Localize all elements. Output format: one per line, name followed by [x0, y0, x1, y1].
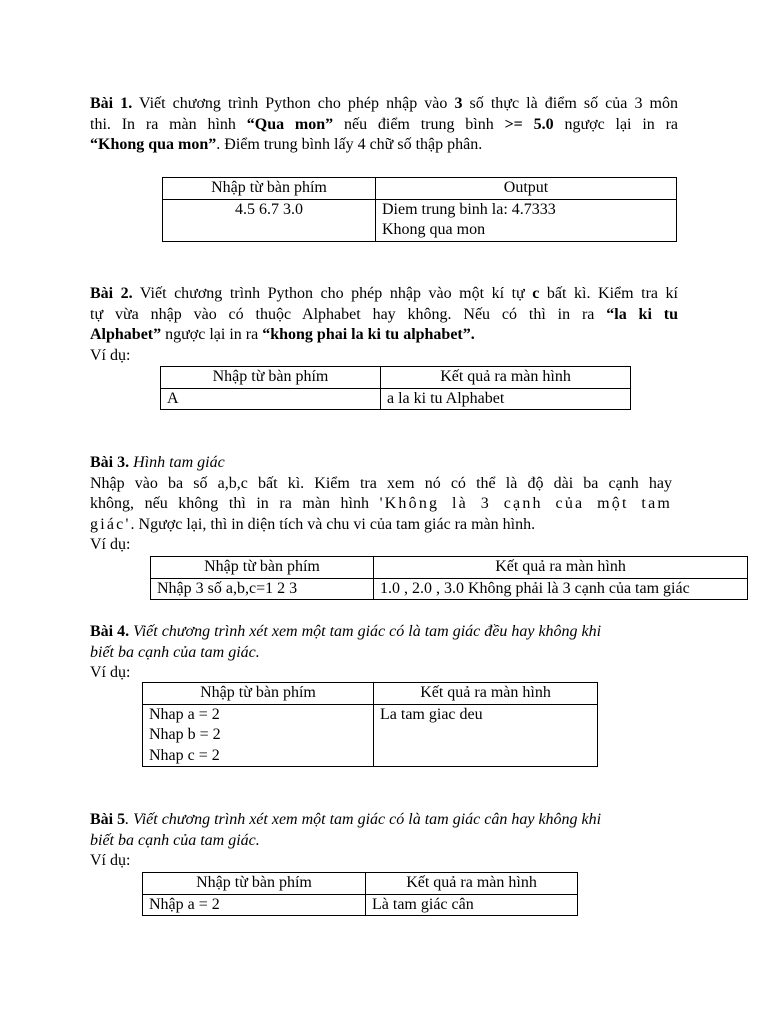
exercise-1-line-3: “Khong qua mon”. Điểm trung bình lấy 4 chữ số thập phân.	[90, 136, 483, 153]
exercise-5-line-2: biết ba cạnh của tam giác.	[90, 831, 260, 849]
table-header: Nhập từ bàn phím	[151, 557, 374, 579]
exercise-2-text	[90, 284, 678, 366]
example-label: Ví dụ:	[90, 852, 131, 869]
table-cell-input: A	[161, 388, 381, 410]
table-header: Nhập từ bàn phím	[143, 873, 366, 895]
exercise-3-text	[90, 453, 672, 556]
exercise-1-table	[162, 177, 677, 242]
table-header: Nhập từ bàn phím	[163, 178, 376, 200]
table-header: Kết quả ra màn hình	[374, 683, 598, 705]
table-cell-input: Nhập a = 2	[143, 894, 366, 916]
table-header: Nhập từ bàn phím	[161, 367, 381, 389]
exercise-2-table	[160, 366, 631, 410]
table-header: Kết quả ra màn hình	[366, 873, 578, 895]
exercise-1-text	[90, 94, 678, 156]
table-cell-output: a la ki tu Alphabet	[381, 388, 631, 410]
table-cell-input: Nhập 3 số a,b,c=1 2 3	[151, 578, 374, 600]
exercise-5-text	[90, 810, 678, 872]
exercise-4-label: Bài 4.	[90, 623, 130, 640]
exercise-4-table	[142, 682, 598, 767]
exercise-2-line-2: tự vừa nhập vào có thuộc Alphabet hay không. Nếu có thì in ra “la ki tu	[90, 305, 678, 323]
example-label: Ví dụ:	[90, 664, 131, 681]
table-header: Nhập từ bàn phím	[143, 683, 374, 705]
exercise-5-table	[142, 872, 578, 916]
exercise-5-line-1: Bài 5. Viết chương trình xét xem một tam giác có là tam giác cân hay không khi	[90, 811, 602, 828]
table-header: Kết quả ra màn hình	[381, 367, 631, 389]
exercise-3-label: Bài 3.	[90, 454, 130, 471]
exercise-2-line-1: Bài 2. Viết chương trình Python cho phép nhập vào một kí tự c bất kì. Kiểm tra kí	[90, 285, 678, 302]
exercise-5-label: Bài 5	[90, 811, 126, 828]
exercise-4-line-1: Bài 4. Viết chương trình xét xem một tam giác có là tam giác đều hay không khi	[90, 623, 602, 640]
table-header: Output	[376, 178, 677, 200]
example-label: Ví dụ:	[90, 536, 131, 553]
table-cell-output: 1.0 , 2.0 , 3.0 Không phải là 3 cạnh của tam giác	[374, 578, 748, 600]
example-label: Ví dụ:	[90, 346, 131, 364]
table-cell-input: 4.5 6.7 3.0	[163, 199, 376, 241]
table-row	[143, 894, 578, 916]
table-cell-output: Là tam giác cân	[366, 894, 578, 916]
exercise-1-line-2: thi. In ra màn hình “Qua mon” nếu điểm trung bình >= 5.0 ngược lại in ra	[90, 115, 679, 133]
table-cell-input: Nhap a = 2 Nhap b = 2 Nhap c = 2	[143, 704, 374, 767]
table-cell-output: Diem trung binh la: 4.7333 Khong qua mon	[376, 199, 677, 241]
exercise-3-line-2: không, nếu không thì in ra màn hình 'Không là 3 cạnh của một tam	[90, 495, 673, 512]
exercise-3-table	[150, 556, 748, 600]
table-row	[163, 199, 677, 241]
table-row	[151, 578, 748, 600]
exercise-3-line-3: giác'. Ngược lại, thì in diện tích và chu vi của tam giác ra màn hình.	[90, 515, 536, 533]
exercise-1-line-1: Bài 1. Viết chương trình Python cho phép nhập vào 3 số thực là điểm số của 3 môn	[90, 95, 679, 112]
table-row	[143, 704, 598, 767]
exercise-4-text	[90, 622, 678, 684]
exercise-3-title: Bài 3. Hình tam giác	[90, 454, 225, 471]
table-cell-output: La tam giac deu	[374, 704, 598, 767]
exercise-2-label: Bài 2.	[90, 285, 133, 302]
table-row	[161, 388, 631, 410]
exercise-2-line-3: Alphabet” ngược lại in ra “khong phai la ki tu alphabet”.	[90, 326, 475, 343]
exercise-3-line-1: Nhập vào ba số a,b,c bất kì. Kiểm tra xem nó có thể là độ dài ba cạnh hay	[90, 474, 672, 492]
exercise-1-label: Bài 1.	[90, 95, 133, 112]
exercise-4-line-2: biết ba cạnh của tam giác.	[90, 643, 260, 661]
table-header: Kết quả ra màn hình	[374, 557, 748, 579]
